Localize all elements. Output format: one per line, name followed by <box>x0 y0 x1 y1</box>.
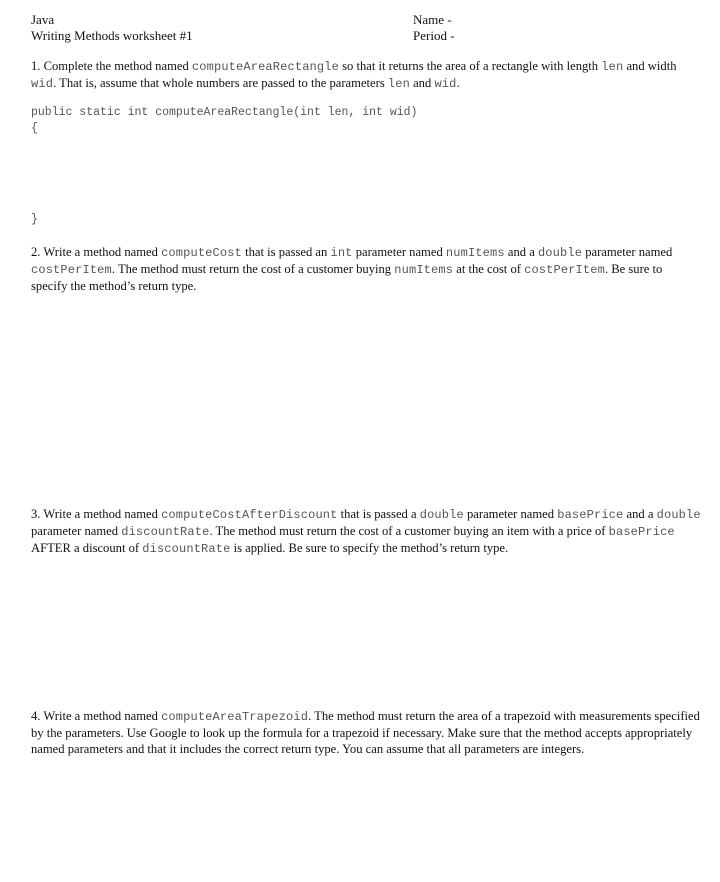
code-open-brace: { <box>31 122 38 135</box>
period-label: Period - <box>413 28 455 43</box>
question-number: 4. <box>31 709 41 723</box>
question-number: 2. <box>31 245 41 259</box>
code-signature: public static int computeAreaRectangle(int len, int wid) <box>31 106 418 119</box>
question-1: 1. Complete the method named computeAreaRectangle so that it returns the area of a rectangle with length len and width wid. That is, assume that whole numbers are passed to the parameters len and wid. <box>31 59 677 91</box>
question-number: 3. <box>31 507 41 521</box>
name-label: Name - <box>413 12 452 27</box>
worksheet-title: Writing Methods worksheet #1 <box>31 28 193 43</box>
question-2: 2. Write a method named computeCost that is passed an int parameter named numItems and a double parameter named costPerItem. The method must return the cost of a customer buying numItems at the cost of costPerItem. Be sure to specify the method’s return type. <box>31 245 673 293</box>
course-label: Java <box>31 12 55 27</box>
question-4: 4. Write a method named computeAreaTrapezoid. The method must return the area of a trapezoid with measurements specified by the parameters. Use Google to look up the formula for a trapezoid if necessary. Make sure that the method accepts appropriately named parameters and that it includes the correct return type. You can assume that all parameters are integers. <box>31 709 700 756</box>
question-number: 1. <box>31 59 41 73</box>
question-3: 3. Write a method named computeCostAfterDiscount that is passed a double parameter named basePrice and a double parameter named discountRate. The method must return the cost of a customer buying an item with a price of basePrice AFTER a discount of discountRate is applied. Be sure to specify the method’s return type. <box>31 507 701 556</box>
header-left <box>31 12 193 44</box>
header-right <box>413 12 455 44</box>
code-close-brace: } <box>31 213 38 226</box>
